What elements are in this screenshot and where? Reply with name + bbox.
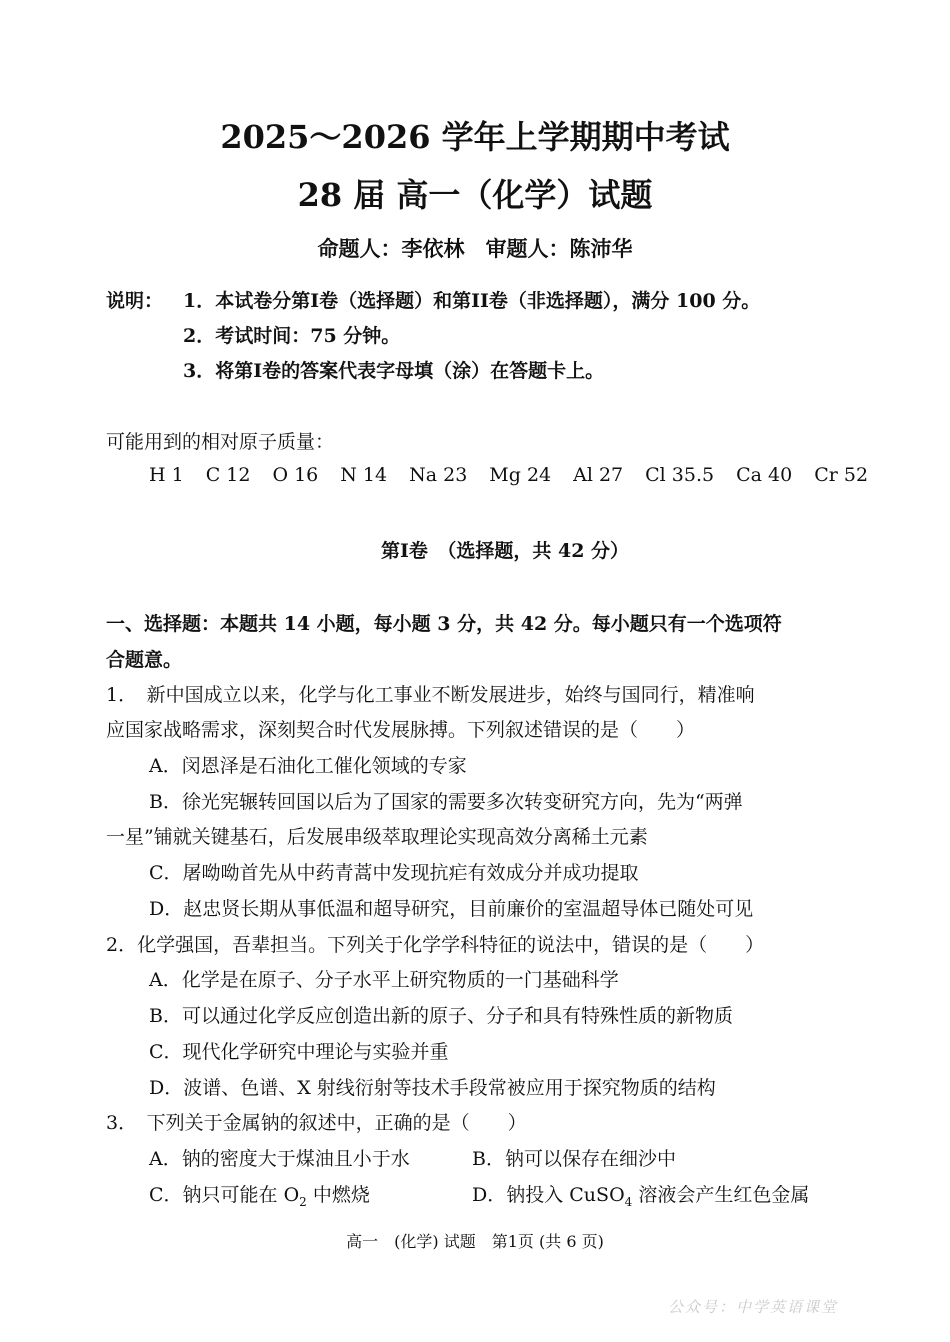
question-3-stem: 3． 下列关于金属钠的叙述中，正确的是（ ） bbox=[106, 1112, 527, 1134]
question-1-stem: 1． 新中国成立以来，化学与化工事业不断发展进步，始终与国同行，精准响 bbox=[106, 684, 755, 706]
question-1-stem-cont: 应国家战略需求，深刻契合时代发展脉搏。下列叙述错误的是（ ） bbox=[106, 719, 696, 741]
atomic-mass-item: C 12 bbox=[205, 464, 251, 486]
atomic-mass-item: O 16 bbox=[272, 464, 319, 486]
section-instructions-cont: 合题意。 bbox=[106, 649, 183, 671]
instruction-item: 2．考试时间：75 分钟。 bbox=[183, 325, 401, 347]
subscript: 2 bbox=[299, 1194, 307, 1209]
page-footer: 高一 (化学) 试题 第1页 (共 6 页) bbox=[346, 1232, 604, 1251]
subscript: 4 bbox=[624, 1194, 633, 1209]
instruction-item: 1．本试卷分第I卷（选择题）和第II卷（非选择题），满分 100 分。 bbox=[183, 290, 761, 312]
atomic-mass-label: 可能用到的相对原子质量： bbox=[106, 431, 335, 453]
atomic-mass-list bbox=[149, 464, 890, 486]
question-3-option-b: B．钠可以保存在细沙中 bbox=[472, 1148, 676, 1170]
question-1-option-c: C．屠呦呦首先从中药青蒿中发现抗疟有效成分并成功提取 bbox=[149, 862, 639, 884]
atomic-mass-item: Cl 35.5 bbox=[645, 464, 715, 486]
instruction-item: 3．将第I卷的答案代表字母填（涂）在答题卡上。 bbox=[183, 360, 605, 382]
question-1-option-d: D．赵忠贤长期从事低温和超导研究，目前廉价的室温超导体已随处可见 bbox=[149, 898, 754, 920]
atomic-mass-item: N 14 bbox=[340, 464, 388, 486]
instructions-label: 说明： bbox=[106, 290, 164, 312]
option-c-text: C．钠只可能在 O bbox=[149, 1184, 300, 1206]
question-2-option-d: D．波谱、色谱、X 射线衍射等技术手段常被应用于探究物质的结构 bbox=[149, 1077, 716, 1099]
question-2-option-c: C．现代化学研究中理论与实验并重 bbox=[149, 1041, 449, 1063]
option-c-text-end: 中燃烧 bbox=[306, 1184, 370, 1206]
question-1-option-a: A．闵恩泽是石油化工催化领域的专家 bbox=[149, 755, 467, 777]
question-1-option-b: B．徐光宪辗转回国以后为了国家的需要多次转变研究方向，先为“两弹 bbox=[149, 791, 743, 813]
section-instructions: 一、选择题：本题共 14 小题，每小题 3 分，共 42 分。每小题只有一个选项符 bbox=[106, 613, 782, 635]
question-3-option-c bbox=[149, 1180, 370, 1209]
atomic-mass-item: Na 23 bbox=[409, 464, 468, 486]
question-3-option-a: A．钠的密度大于煤油且小于水 bbox=[149, 1148, 410, 1170]
question-3-option-d bbox=[472, 1180, 809, 1209]
atomic-mass-item: Ca 40 bbox=[736, 464, 793, 486]
question-2-stem: 2．化学强国，吾辈担当。下列关于化学学科特征的说法中，错误的是（ ） bbox=[106, 934, 765, 956]
watermark: 公众号：中学英语课堂 bbox=[668, 1298, 839, 1316]
exam-subtitle: 28 届 高一（化学）试题 bbox=[297, 176, 653, 214]
atomic-mass-item: H 1 bbox=[149, 464, 184, 486]
question-2-option-b: B．可以通过化学反应创造出新的原子、分子和具有特殊性质的新物质 bbox=[149, 1005, 733, 1027]
exam-title: 2025～2026 学年上学期期中考试 bbox=[220, 118, 730, 156]
atomic-mass-item: Al 27 bbox=[573, 464, 624, 486]
option-d-text: D．钠投入 CuSO bbox=[472, 1184, 625, 1206]
exam-authors: 命题人：李依林 审题人：陈沛华 bbox=[317, 236, 633, 261]
option-d-text-end: 溶液会产生红色金属 bbox=[632, 1184, 810, 1206]
atomic-mass-item: Cr 52 bbox=[814, 464, 869, 486]
question-1-option-b-cont: 一星”铺就关键基石，后发展串级萃取理论实现高效分离稀土元素 bbox=[106, 826, 648, 848]
atomic-mass-item: Mg 24 bbox=[489, 464, 552, 486]
part1-heading: 第I卷 （选择题，共 42 分） bbox=[380, 540, 630, 562]
question-2-option-a: A．化学是在原子、分子水平上研究物质的一门基础科学 bbox=[149, 969, 619, 991]
